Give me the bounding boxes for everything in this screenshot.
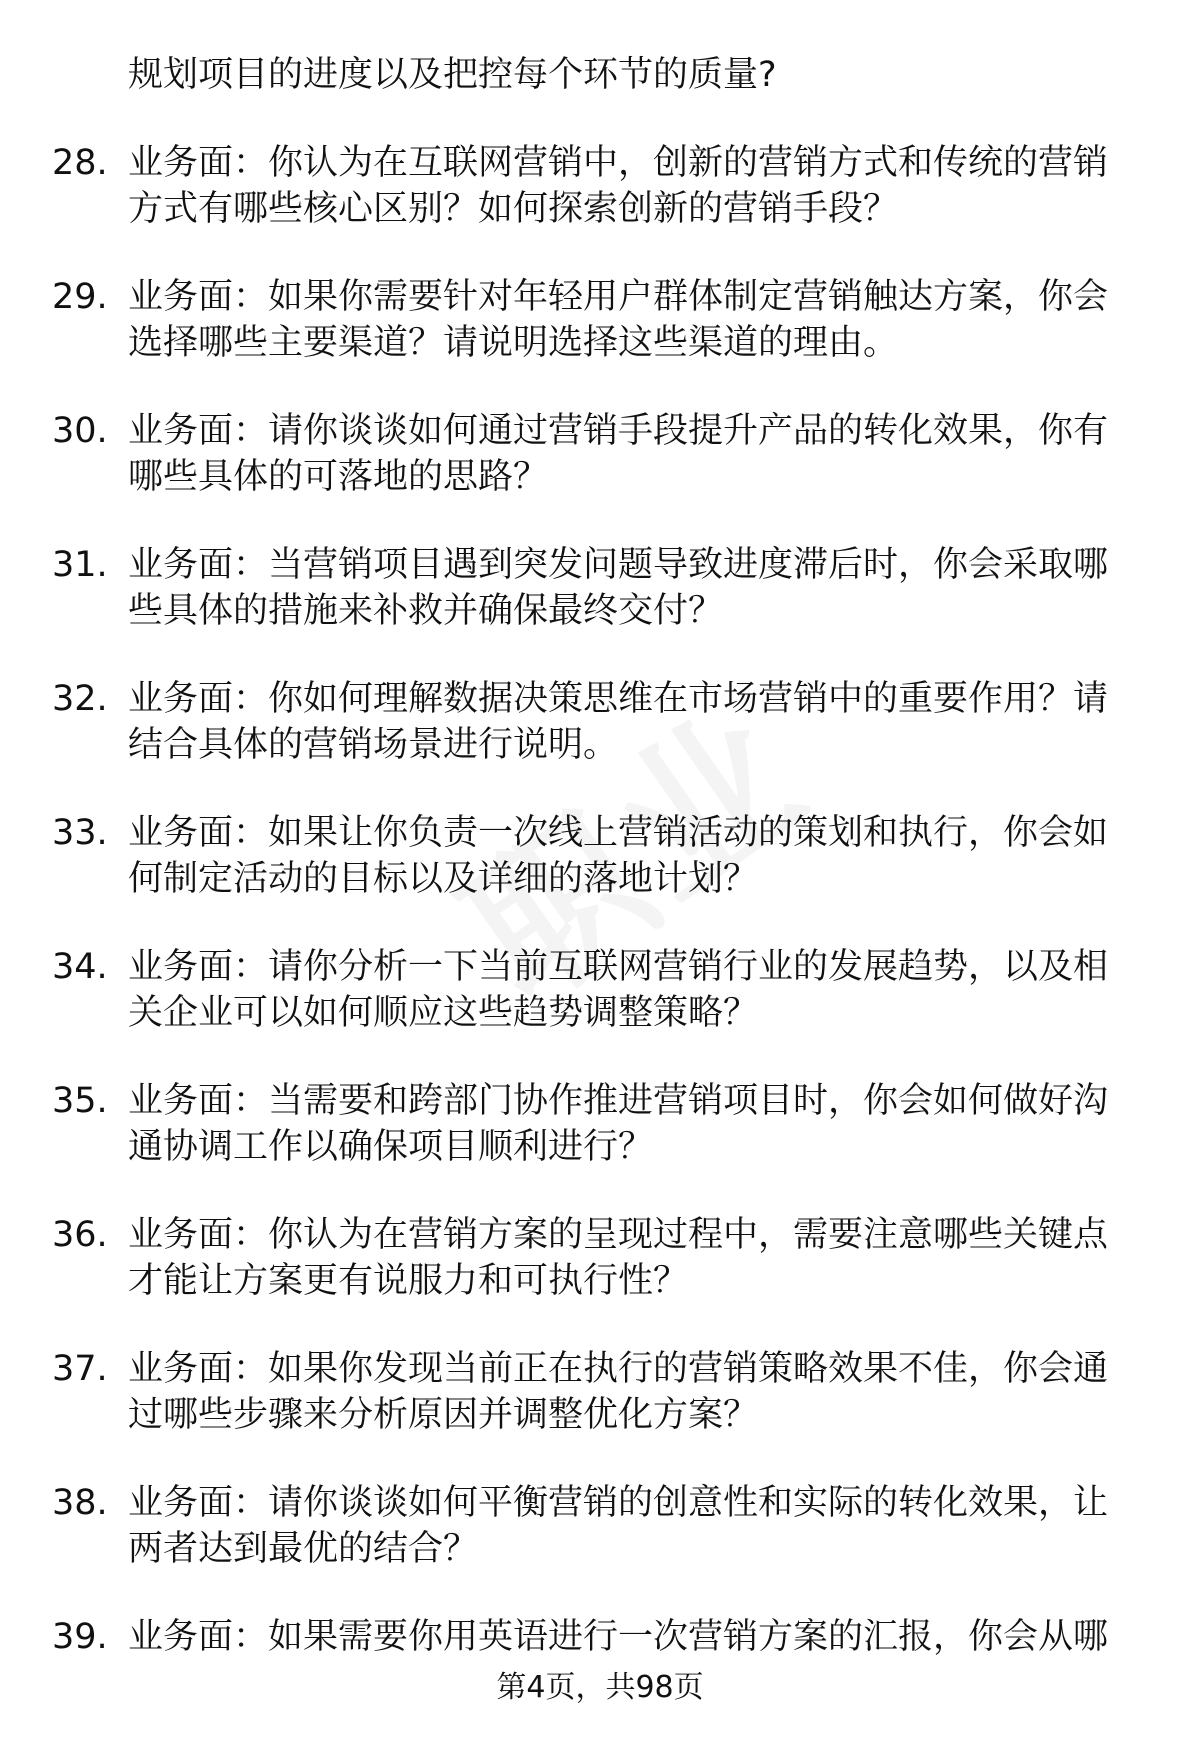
question-number: 28.: [52, 143, 108, 183]
question-number: 37.: [52, 1349, 108, 1389]
question-text: 业务面：如果让你负责一次线上营销活动的策划和执行，你会如何制定活动的目标以及详细的落地计划？: [128, 813, 1109, 899]
question-number: 39.: [52, 1617, 108, 1657]
question-number: 30.: [52, 411, 108, 451]
question-text: 业务面：当营销项目遇到突发问题导致进度滞后时，你会采取哪些具体的措施来补救并确保最终交付？: [128, 545, 1109, 631]
continuation-text: 规划项目的进度以及把控每个环节的质量?: [128, 55, 777, 95]
question-number: 35.: [52, 1081, 108, 1121]
question-text: 业务面：请你分析一下当前互联网营销行业的发展趋势，以及相关企业可以如何顺应这些趋势调整策略？: [128, 947, 1109, 1033]
question-item: [52, 1480, 1142, 1572]
question-item: [52, 1346, 1142, 1438]
question-item: [52, 944, 1142, 1036]
question-item: [52, 1212, 1142, 1304]
question-text: 业务面：如果你需要针对年轻用户群体制定营销触达方案，你会选择哪些主要渠道？请说明选择这些渠道的理由。: [128, 277, 1109, 363]
question-number: 34.: [52, 947, 108, 987]
question-number: 38.: [52, 1483, 108, 1523]
question-text: 业务面：你如何理解数据决策思维在市场营销中的重要作用？请结合具体的营销场景进行说明。: [128, 679, 1109, 765]
question-item: [52, 140, 1142, 232]
question-text: 业务面：当需要和跨部门协作推进营销项目时，你会如何做好沟通协调工作以确保项目顺利进行？: [128, 1081, 1109, 1167]
question-number: 31.: [52, 545, 108, 585]
question-number: 33.: [52, 813, 108, 853]
question-item: [52, 542, 1142, 634]
question-text: 业务面：如果你发现当前正在执行的营销策略效果不佳，你会通过哪些步骤来分析原因并调整优化方案？: [128, 1349, 1109, 1435]
question-number: 36.: [52, 1215, 108, 1255]
question-text: 业务面：你认为在营销方案的呈现过程中，需要注意哪些关键点才能让方案更有说服力和可执行性？: [128, 1215, 1109, 1301]
question-item: [52, 810, 1142, 902]
question-text: 业务面：你认为在互联网营销中，创新的营销方式和传统的营销方式有哪些核心区别？如何探索创新的营销手段？: [128, 143, 1109, 229]
question-text: 业务面：请你谈谈如何通过营销手段提升产品的转化效果，你有哪些具体的可落地的思路？: [128, 411, 1109, 497]
question-number: 32.: [52, 679, 108, 719]
question-item: [52, 1078, 1142, 1170]
question-item: [52, 274, 1142, 366]
question-list: [52, 52, 1142, 1702]
question-number: 29.: [52, 277, 108, 317]
question-item: [52, 408, 1142, 500]
question-text: 业务面：请你谈谈如何平衡营销的创意性和实际的转化效果，让两者达到最优的结合？: [128, 1483, 1109, 1569]
question-item: [52, 676, 1142, 768]
page-footer: 第4页，共98页: [496, 1670, 704, 1705]
question-item: [52, 1614, 1142, 1660]
question-text: 业务面：如果需要你用英语进行一次营销方案的汇报，你会从哪: [128, 1617, 1109, 1657]
